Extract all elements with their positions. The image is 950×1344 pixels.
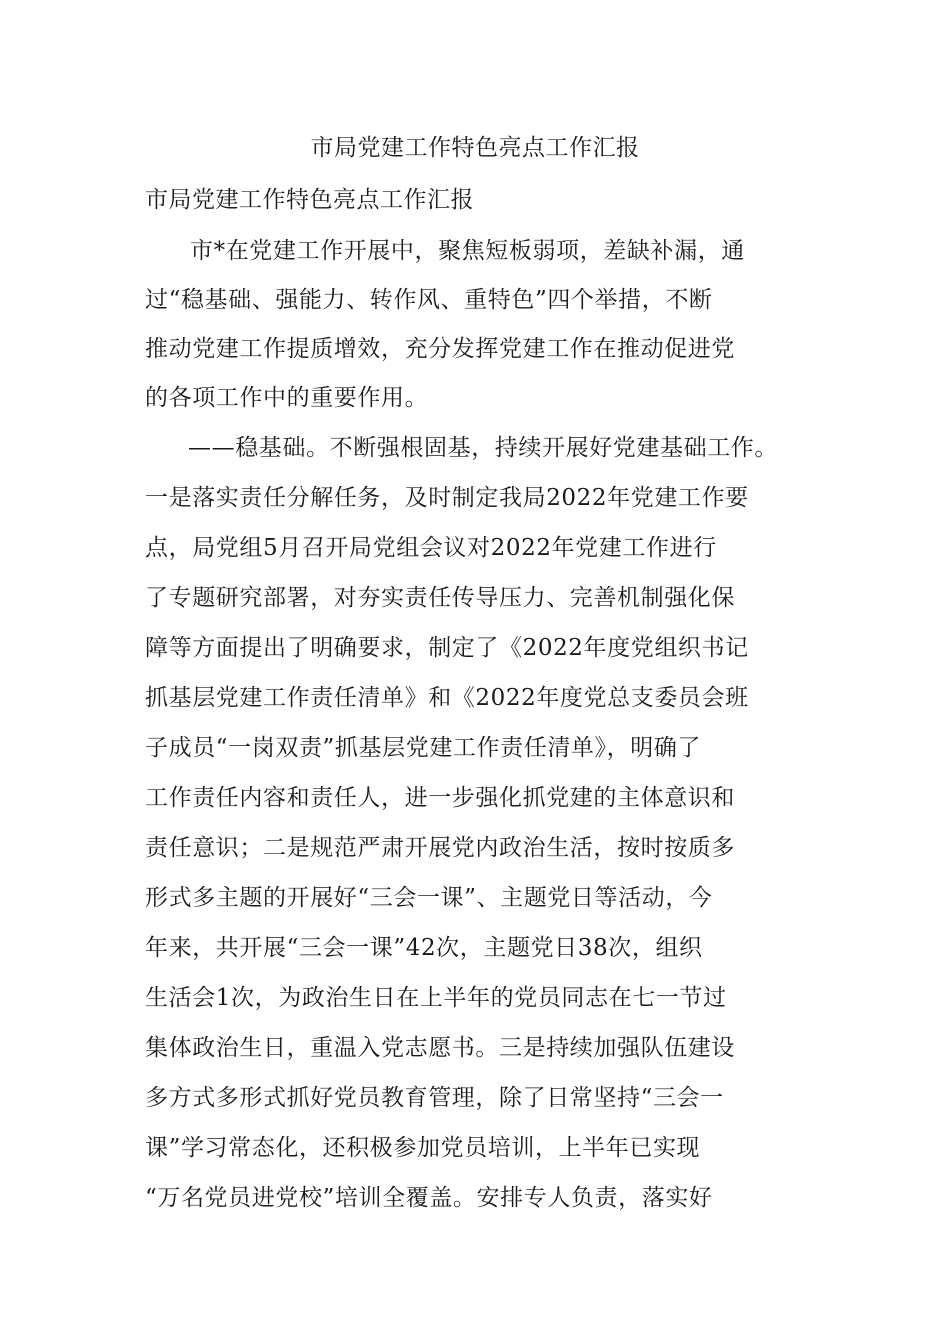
body-line: 市*在党建工作开展中，聚焦短板弱项，差缺补漏，通 bbox=[190, 238, 745, 264]
document-subtitle: 市局党建工作特色亮点工作汇报 bbox=[145, 187, 474, 213]
body-line: 障等方面提出了明确要求，制定了《2022年度党组织书记 bbox=[145, 635, 749, 661]
body-line: 课”学习常态化，还积极参加党员培训，上半年已实现 bbox=[145, 1135, 701, 1161]
body-line: 年来，共开展“三会一课”42次，主题党日38次，组织 bbox=[145, 935, 703, 961]
body-line: ——稳基础。不断强根固基，持续开展好党建基础工作。 bbox=[188, 435, 778, 461]
body-line: 形式多主题的开展好“三会一课”、主题党日等活动，今 bbox=[145, 885, 713, 911]
body-line: 的各项工作中的重要作用。 bbox=[145, 385, 429, 411]
body-line: 多方式多形式抓好党员教育管理，除了日常坚持“三会一 bbox=[145, 1085, 724, 1111]
body-line: 责任意识；二是规范严肃开展党内政治生活，按时按质多 bbox=[145, 835, 735, 861]
body-line: 推动党建工作提质增效，充分发挥党建工作在推动促进党 bbox=[145, 336, 735, 362]
body-line: 过“稳基础、强能力、转作风、重特色”四个举措，不断 bbox=[145, 287, 713, 313]
document-title: 市局党建工作特色亮点工作汇报 bbox=[310, 135, 640, 161]
body-line: 工作责任内容和责任人，进一步强化抓党建的主体意识和 bbox=[145, 785, 735, 811]
body-line: 一是落实责任分解任务，及时制定我局2022年党建工作要 bbox=[145, 485, 749, 511]
body-line: 点，局党组5月召开局党组会议对2022年党建工作进行 bbox=[145, 535, 717, 561]
body-line: 生活会1次，为政治生日在上半年的党员同志在七一节过 bbox=[145, 985, 727, 1011]
body-line: 集体政治生日，重温入党志愿书。三是持续加强队伍建设 bbox=[145, 1035, 735, 1061]
body-line: 抓基层党建工作责任清单》和《2022年度党总支委员会班 bbox=[145, 685, 749, 711]
body-line: 子成员“一岗双责”抓基层党建工作责任清单》，明确了 bbox=[145, 735, 702, 761]
body-line: “万名党员进党校”培训全覆盖。安排专人负责，落实好 bbox=[145, 1185, 713, 1211]
body-line: 了专题研究部署，对夯实责任传导压力、完善机制强化保 bbox=[145, 585, 735, 611]
